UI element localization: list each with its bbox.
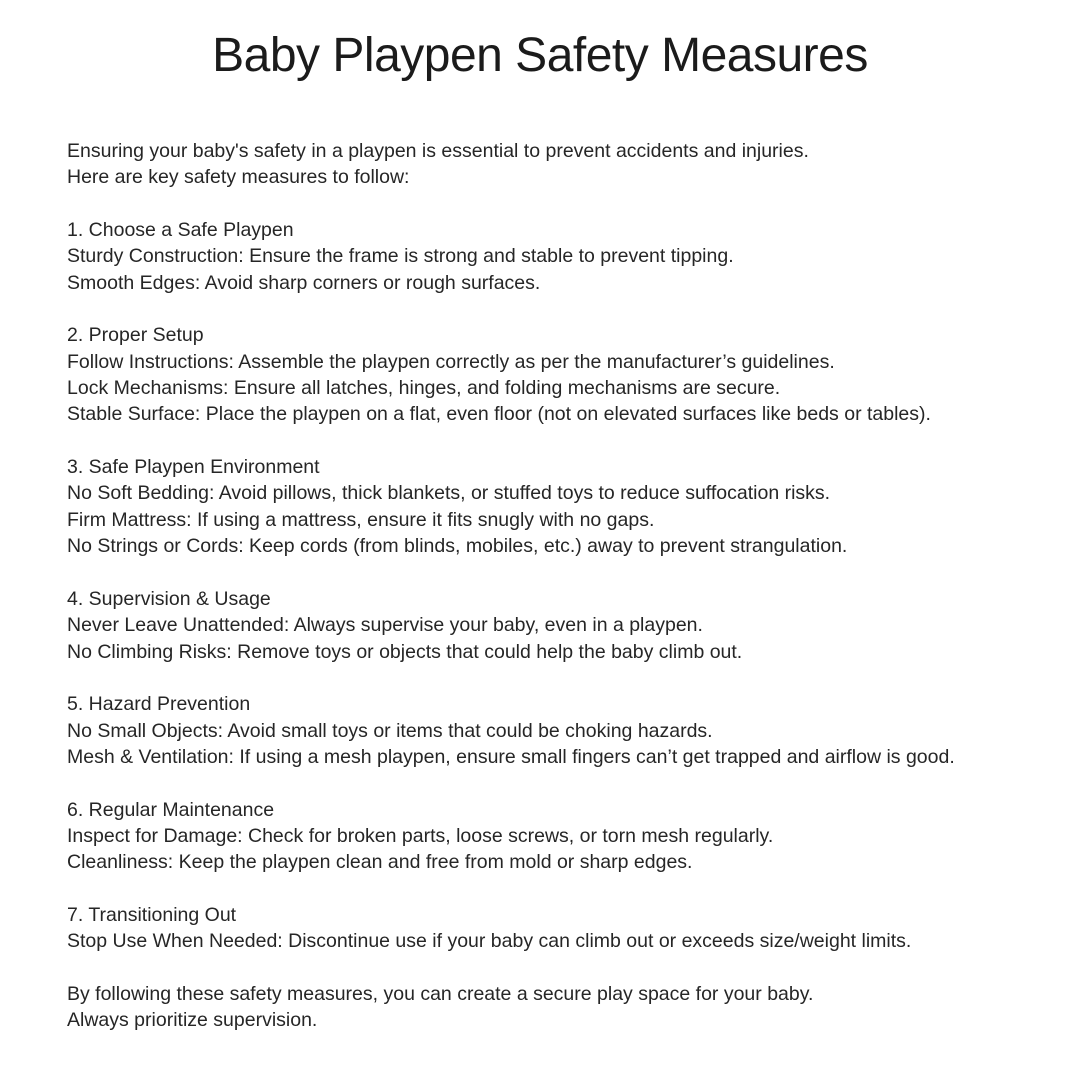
section-regular-maintenance [67, 797, 1020, 876]
text-line: Mesh & Ventilation: If using a mesh playpen, ensure small fingers can’t get trapped and airflow is good. [67, 745, 955, 768]
section-proper-setup [67, 322, 1020, 427]
text-line: Cleanliness: Keep the playpen clean and free from mold or sharp edges. [67, 851, 693, 874]
text-line: Inspect for Damage: Check for broken parts, loose screws, or torn mesh regularly. [67, 824, 774, 847]
text-line: Stop Use When Needed: Discontinue use if your baby can climb out or exceeds size/weight limits. [67, 930, 912, 953]
section-choose-safe-playpen [67, 217, 1020, 296]
section-heading: 4. Supervision & Usage [67, 587, 271, 610]
text-line: No Climbing Risks: Remove toys or objects that could help the baby climb out. [67, 640, 743, 663]
text-line: Stable Surface: Place the playpen on a flat, even floor (not on elevated surfaces like beds or tables). [67, 403, 931, 426]
section-heading: 2. Proper Setup [67, 324, 204, 347]
section-safe-environment [67, 454, 1020, 559]
section-hazard-prevention [67, 691, 1020, 770]
document-body [0, 83, 1080, 1034]
text-line: Smooth Edges: Avoid sharp corners or rough surfaces. [67, 271, 541, 294]
text-line: Always prioritize supervision. [67, 1009, 318, 1032]
outro-paragraph [67, 981, 1020, 1034]
page-title: Baby Playpen Safety Measures [212, 29, 868, 82]
section-supervision-usage [67, 586, 1020, 665]
text-line: Never Leave Unattended: Always supervise your baby, even in a playpen. [67, 614, 703, 637]
text-line: No Strings or Cords: Keep cords (from blinds, mobiles, etc.) away to prevent strangulation. [67, 535, 848, 558]
text-line: Lock Mechanisms: Ensure all latches, hinges, and folding mechanisms are secure. [67, 377, 781, 400]
text-line: Here are key safety measures to follow: [67, 166, 410, 189]
intro-paragraph [67, 138, 1020, 191]
text-line: Sturdy Construction: Ensure the frame is strong and stable to prevent tipping. [67, 245, 734, 268]
text-line: Ensuring your baby's safety in a playpen is essential to prevent accidents and injuries. [67, 140, 809, 162]
text-line: No Small Objects: Avoid small toys or items that could be choking hazards. [67, 719, 713, 742]
section-heading: 5. Hazard Prevention [67, 693, 251, 716]
text-line: Firm Mattress: If using a mattress, ensure it fits snugly with no gaps. [67, 508, 655, 531]
section-transitioning-out [67, 902, 1020, 955]
section-heading: 1. Choose a Safe Playpen [67, 219, 294, 242]
section-heading: 7. Transitioning Out [67, 903, 237, 926]
text-line: No Soft Bedding: Avoid pillows, thick blankets, or stuffed toys to reduce suffocation risks. [67, 482, 831, 505]
text-line: Follow Instructions: Assemble the playpen correctly as per the manufacturer’s guidelines. [67, 350, 835, 373]
section-heading: 6. Regular Maintenance [67, 798, 275, 821]
text-line: By following these safety measures, you can create a secure play space for your baby. [67, 983, 814, 1005]
section-heading: 3. Safe Playpen Environment [67, 456, 320, 479]
